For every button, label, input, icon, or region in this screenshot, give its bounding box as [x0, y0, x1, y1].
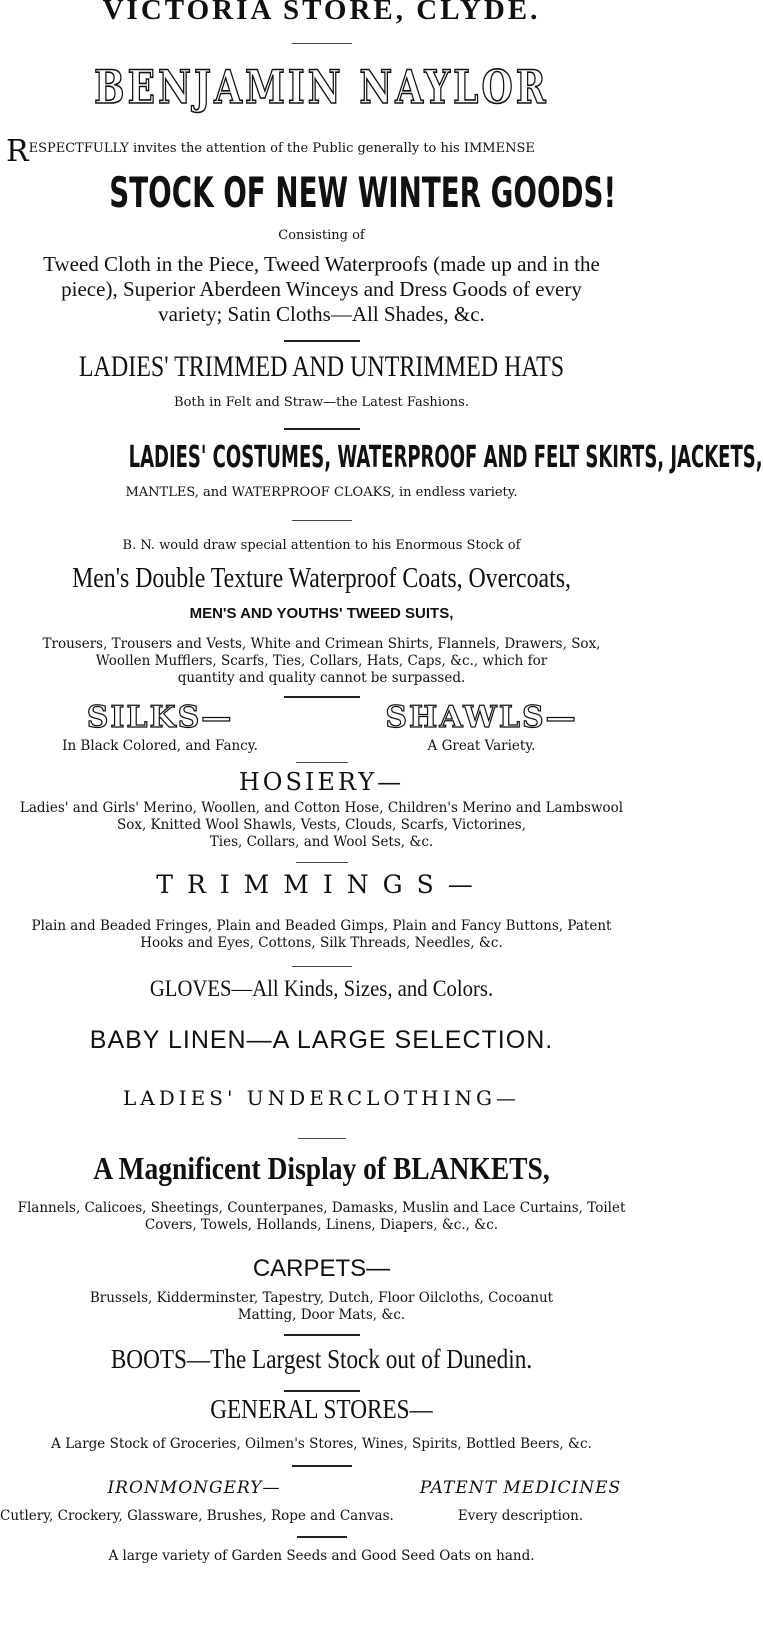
tweed-line-3: variety; Satin Cloths—All Shades, &c.	[158, 302, 485, 326]
divider	[292, 1465, 352, 1467]
hats-detail: Both in Felt and Straw—the Latest Fashions.	[174, 395, 469, 410]
divider	[292, 966, 352, 967]
shawls-title: SHAWLS—	[385, 700, 578, 735]
drop-cap: R	[6, 134, 29, 169]
divider	[292, 520, 352, 521]
carpets-line-1: Brussels, Kidderminster, Tapestry, Dutch, Floor Oilcloths, Cocoanut	[89, 1290, 554, 1306]
mens-attention: B. N. would draw special attention to his Enormous Stock of	[122, 538, 521, 553]
boots-title: BOOTS—The Largest Stock out of Dunedin.	[110, 1344, 533, 1374]
tweed-line-1: Tweed Cloth in the Piece, Tweed Waterproofs (made up and in the	[43, 252, 600, 276]
mens-line-2: Woollen Mufflers, Scarfs, Ties, Collars, Hats, Caps, &c., which for	[95, 653, 548, 669]
general-stores-title: GENERAL STORES—	[210, 1394, 433, 1424]
divider	[284, 428, 360, 430]
intro-text: ESPECTFULLY invites the attention of the Public generally to his IMMENSE	[28, 141, 535, 156]
divider	[292, 43, 352, 44]
blankets-line-1: Flannels, Calicoes, Sheetings, Counterpanes, Damasks, Muslin and Lace Curtains, Toilet	[17, 1200, 626, 1216]
costumes-detail: MANTLES, and WATERPROOF CLOAKS, in endless variety.	[125, 485, 518, 500]
divider	[296, 762, 348, 763]
carpets-line-2: Matting, Door Mats, &c.	[237, 1307, 406, 1323]
ironmongery-detail: Cutlery, Crockery, Glassware, Brushes, Rope and Canvas.	[0, 1508, 394, 1524]
store-line: VICTORIA STORE, CLYDE.	[102, 0, 541, 26]
gloves-title: GLOVES—All Kinds, Sizes, and Colors.	[149, 976, 494, 1001]
tweed-line-2: piece), Superior Aberdeen Winceys and Dress Goods of every	[61, 277, 582, 301]
medicines-detail: Every description.	[457, 1508, 584, 1524]
divider	[284, 1334, 360, 1336]
costumes-title: LADIES' COSTUMES, WATERPROOF AND FELT SKIRTS, JACKETS,	[128, 440, 763, 475]
trimmings-title: TRIMMINGS—	[156, 870, 487, 899]
silks-title: SILKS—	[86, 700, 234, 735]
hosiery-line-3: Ties, Collars, and Wool Sets, &c.	[209, 834, 434, 850]
baby-linen-title: BABY LINEN—A LARGE SELECTION.	[89, 1026, 554, 1054]
divider	[296, 862, 348, 863]
blankets-line-2: Covers, Towels, Hollands, Linens, Diapers, &c., &c.	[144, 1217, 499, 1233]
underclothing-title: LADIES' UNDERCLOTHING—	[122, 1086, 520, 1110]
ironmongery-title: IRONMONGERY—	[107, 1478, 281, 1498]
divider	[298, 1138, 346, 1139]
shawls-detail: A Great Variety.	[427, 738, 536, 754]
headline: STOCK OF NEW WINTER GOODS!	[109, 168, 617, 217]
trimmings-line-1: Plain and Beaded Fringes, Plain and Beaded Gimps, Plain and Fancy Buttons, Patent	[31, 918, 612, 934]
divider	[284, 340, 360, 342]
carpets-title: CARPETS—	[252, 1255, 391, 1282]
consisting-of: Consisting of	[278, 228, 365, 243]
blankets-title: A Magnificent Display of BLANKETS,	[93, 1150, 550, 1186]
divider	[284, 696, 360, 698]
mens-subtitle: MEN'S AND YOUTHS' TWEED SUITS,	[189, 605, 454, 622]
mens-line-1: Trousers, Trousers and Vests, White and Crimean Shirts, Flannels, Drawers, Sox,	[42, 636, 601, 652]
divider	[284, 1390, 360, 1392]
seeds-line: A large variety of Garden Seeds and Good Seed Oats on hand.	[108, 1548, 535, 1564]
proprietor-name: BENJAMIN NAYLOR	[94, 60, 549, 114]
mens-title: Men's Double Texture Waterproof Coats, Overcoats,	[72, 563, 571, 594]
hosiery-line-1: Ladies' and Girls' Merino, Woollen, and Cotton Hose, Children's Merino and Lambswool	[19, 800, 624, 816]
hosiery-line-2: Sox, Knitted Wool Shawls, Vests, Clouds, Scarfs, Victorines,	[116, 817, 527, 833]
medicines-title: PATENT MEDICINES	[419, 1478, 622, 1498]
hats-title: LADIES' TRIMMED AND UNTRIMMED HATS	[78, 350, 565, 383]
silks-detail: In Black Colored, and Fancy.	[62, 738, 258, 754]
divider	[297, 1536, 347, 1538]
trimmings-line-2: Hooks and Eyes, Cottons, Silk Threads, Needles, &c.	[140, 935, 503, 951]
general-stores-detail: A Large Stock of Groceries, Oilmen's Stores, Wines, Spirits, Bottled Beers, &c.	[51, 1436, 592, 1452]
intro-line	[6, 134, 643, 169]
hosiery-title: HOSIERY—	[238, 768, 405, 796]
mens-line-3: quantity and quality cannot be surpassed.	[177, 670, 466, 686]
